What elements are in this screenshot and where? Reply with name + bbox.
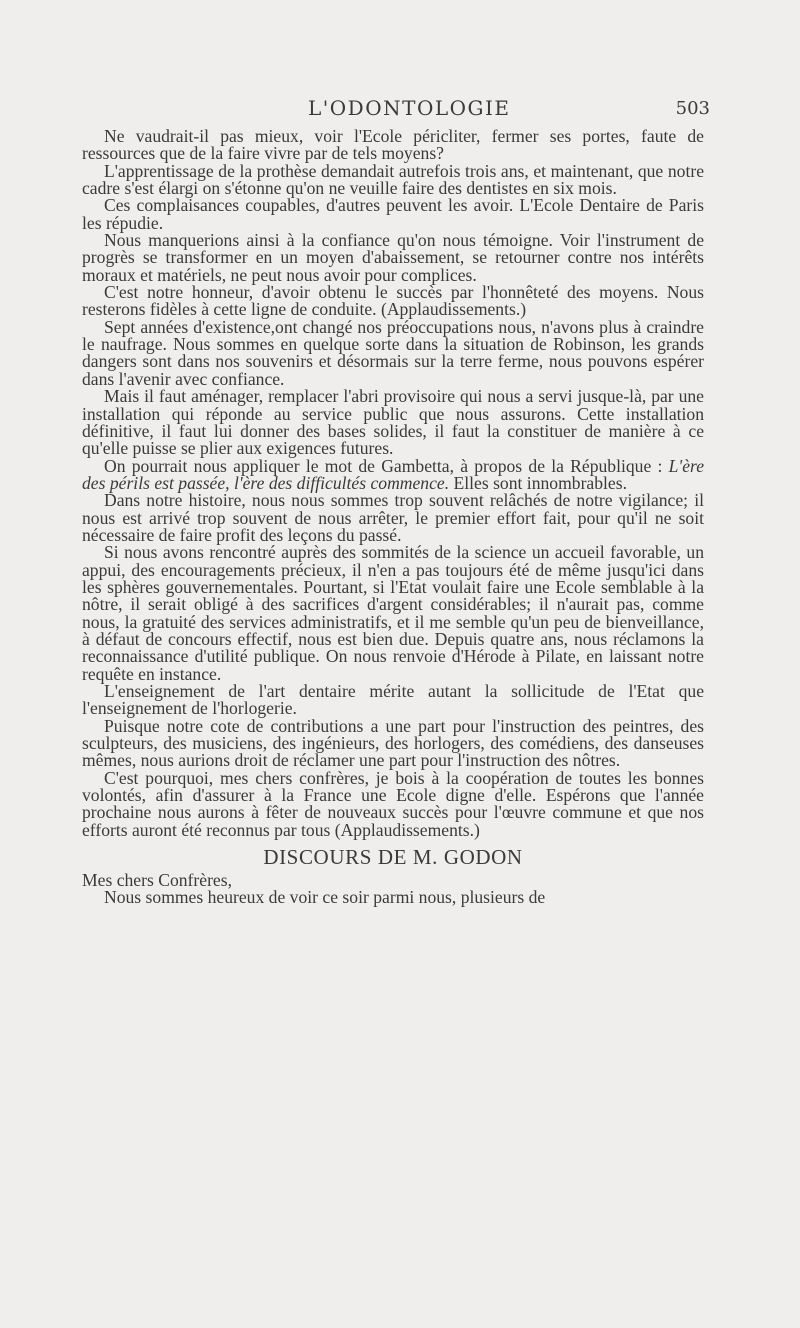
running-title: L'ODONTOLOGIE [308,96,511,120]
paragraph: Mais il faut aménager, remplacer l'abri provisoire qui nous a servi jusque-là, par une installation qui réponde au service public que nous assurons. Cette installation définitive, il faut lui donner des bases solides, il faut la constituer de manière à ce qu'elle puisse se plier aux exigences futures. [82,386,704,459]
paragraph: Nous manquerions ainsi à la confiance qu'on nous témoigne. Voir l'instrument de progrès se transformer en un moyen d'abaissement, se retourner contre nos intérêts moraux et matériels, ne peut nous avoir pour complices. [82,230,704,285]
paragraph: Dans notre histoire, nous nous sommes trop souvent relâchés de notre vigilance; il nous est arrivé trop souvent de nous arrêter, le premier effort fait, pour qu'il ne soit nécessaire de faire profit des leçons du passé. [82,490,704,545]
paragraph: Sept années d'existence,ont changé nos préoccupations nous, n'avons plus à craindre le naufrage. Nous sommes en quelque sorte dans la situation de Robinson, les grands dangers sont dans nos souvenirs et désormais sur la terre ferme, nous pouvons espérer dans l'avenir avec confiance. [82,316,704,389]
paragraph: Puisque notre cote de contributions a une part pour l'instruction des peintres, des sculpteurs, des musiciens, des ingénieurs, des horlogers, des comédiens, des danseuses mêmes, nous aurions droit de réclamer une part pour l'instruction des nôtres. [82,715,704,771]
section-heading: DISCOURS DE M. GODON [263,845,523,870]
quote-follow-up: Elles sont innombrables. [449,472,627,493]
gambetta-quote: L'ère des périls est passée, l'ère des difficultés commence. [82,455,704,493]
paragraph: Ces complaisances coupables, d'autres peuvent les avoir. L'Ecole Dentaire de Paris les répudie. [82,195,704,233]
page-number: 503 [675,98,710,119]
paragraph: L'enseignement de l'art dentaire mérite autant la sollicitude de l'Etat que l'enseignement de l'horlogerie. [82,681,704,719]
opening-line: Nous sommes heureux de voir ce soir parmi nous, plusieurs de [104,887,546,908]
article-body [82,128,704,907]
gambetta-quote-paragraph [82,455,704,493]
paragraph: C'est notre honneur, d'avoir obtenu le succès par l'honnêteté des moyens. Nous resterons fidèles à cette ligne de conduite. (Applaudissements.) [82,282,704,320]
paragraph: L'apprentissage de la prothèse demandait autrefois trois ans, et maintenant, que notre cadre s'est élargi on s'étonne qu'on ne veuille faire des dentistes en six mois. [82,160,704,199]
running-header [80,96,710,124]
paragraph: C'est pourquoi, mes chers confrères, je bois à la coopération de toutes les bonnes volontés, afin d'assurer à la France une Ecole digne d'elle. Espérons que l'année prochaine nous aurons à fêter de nouveaux succès pour l'œuvre commune et que nos efforts auront été reconnus par tous (Applaudissements.) [82,767,704,840]
quote-lead-in: On pourrait nous appliquer le mot de Gambetta, à propos de la République : [104,455,669,476]
paragraph: Ne vaudrait-il pas mieux, voir l'Ecole péricliter, fermer ses portes, faute de ressources que de la faire vivre par de tels moyens? [82,126,704,164]
paragraph: Si nous avons rencontré auprès des sommités de la science un accueil favorable, un appui, des encouragements précieux, il n'en a pas toujours été de même jusqu'ici dans les sphères gouvernementales. Pourtant, si l'Etat voulait faire une Ecole semblable à la nôtre, il serait obligé à des sacrifices d'argent considérables; il n'aurait pas, comme nous, la gratuité des services administratifs, et il me semble qu'un peu de bienveillance, à défaut de concours effectif, nous est bien due. Depuis quatre ans, nous réclamons la reconnaissance d'utilité publique. On nous renvoie d'Hérode à Pilate, en laissant notre requête en instance. [82,542,704,684]
salutation: Mes chers Confrères, [82,870,232,891]
